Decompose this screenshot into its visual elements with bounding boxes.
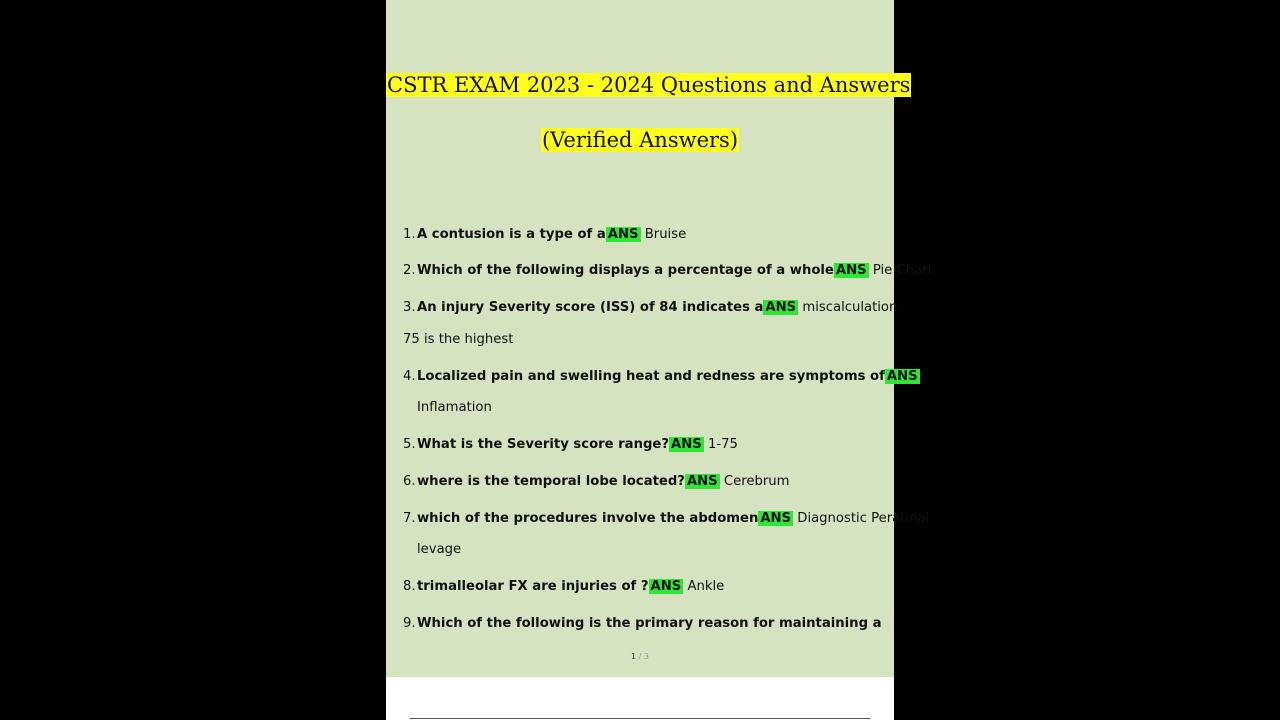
ans-badge: ANS xyxy=(765,300,797,315)
answer-text: 1-75 xyxy=(703,437,738,452)
question-number: 9. xyxy=(403,616,416,631)
ans-badge: ANS xyxy=(686,474,718,489)
answer-continuation: Inflamation xyxy=(417,400,492,415)
divider xyxy=(410,718,870,719)
question-number: 5. xyxy=(403,437,416,452)
question-text: A contusion is a type of a xyxy=(417,227,606,242)
document-page xyxy=(386,0,933,677)
answer-text: Cerebrum xyxy=(719,474,790,489)
question-text: What is the Severity score range? xyxy=(417,437,670,452)
page-total: / 3 xyxy=(638,652,649,661)
question-text: Localized pain and swelling heat and redness are symptoms of xyxy=(417,369,885,384)
question-number: 4. xyxy=(403,369,416,384)
question-number: 1. xyxy=(403,227,416,242)
question-item xyxy=(403,368,920,386)
question-item xyxy=(403,473,789,491)
ans-badge: ANS xyxy=(886,369,918,384)
answer-text: Ankle xyxy=(683,579,725,594)
question-item xyxy=(403,226,686,244)
question-number: 6. xyxy=(403,474,416,489)
answer-continuation: 75 is the highest xyxy=(403,332,514,347)
ans-badge: ANS xyxy=(760,511,792,526)
question-item xyxy=(403,615,882,633)
next-page-preview xyxy=(386,677,894,720)
page-indicator xyxy=(386,652,894,661)
question-number: 8. xyxy=(403,579,416,594)
page-current: 1 xyxy=(631,652,637,661)
answer-text: miscalculation. xyxy=(798,300,902,315)
question-item xyxy=(403,578,724,596)
document-title-line2: (Verified Answers) xyxy=(541,128,739,152)
question-text: which of the procedures involve the abdomen xyxy=(417,511,759,526)
document-title-line1: CSTR EXAM 2023 - 2024 Questions and Answers xyxy=(387,73,911,97)
question-text: Which of the following is the primary reason for maintaining a xyxy=(417,616,882,631)
question-text: Which of the following displays a percentage of a whole xyxy=(417,263,834,278)
question-item xyxy=(403,510,929,528)
answer-text: Diagnostic Peratinal xyxy=(793,511,930,526)
question-number: 2. xyxy=(403,263,416,278)
ans-badge: ANS xyxy=(607,227,639,242)
ans-badge: ANS xyxy=(671,437,702,452)
question-text: trimalleolar FX are injuries of ? xyxy=(417,579,649,594)
question-text: where is the temporal lobe located? xyxy=(417,474,685,489)
ans-badge: ANS xyxy=(650,579,682,594)
answer-text: Pie Chart xyxy=(868,263,933,278)
answer-text: Bruise xyxy=(640,227,687,242)
ans-badge: ANS xyxy=(835,263,867,278)
answer-continuation: levage xyxy=(417,542,462,557)
question-number: 3. xyxy=(403,300,416,315)
question-item xyxy=(403,436,738,454)
question-number: 7. xyxy=(403,511,416,526)
question-text: An injury Severity score (ISS) of 84 indicates a xyxy=(417,300,764,315)
question-item xyxy=(403,299,902,317)
question-item xyxy=(403,262,933,280)
